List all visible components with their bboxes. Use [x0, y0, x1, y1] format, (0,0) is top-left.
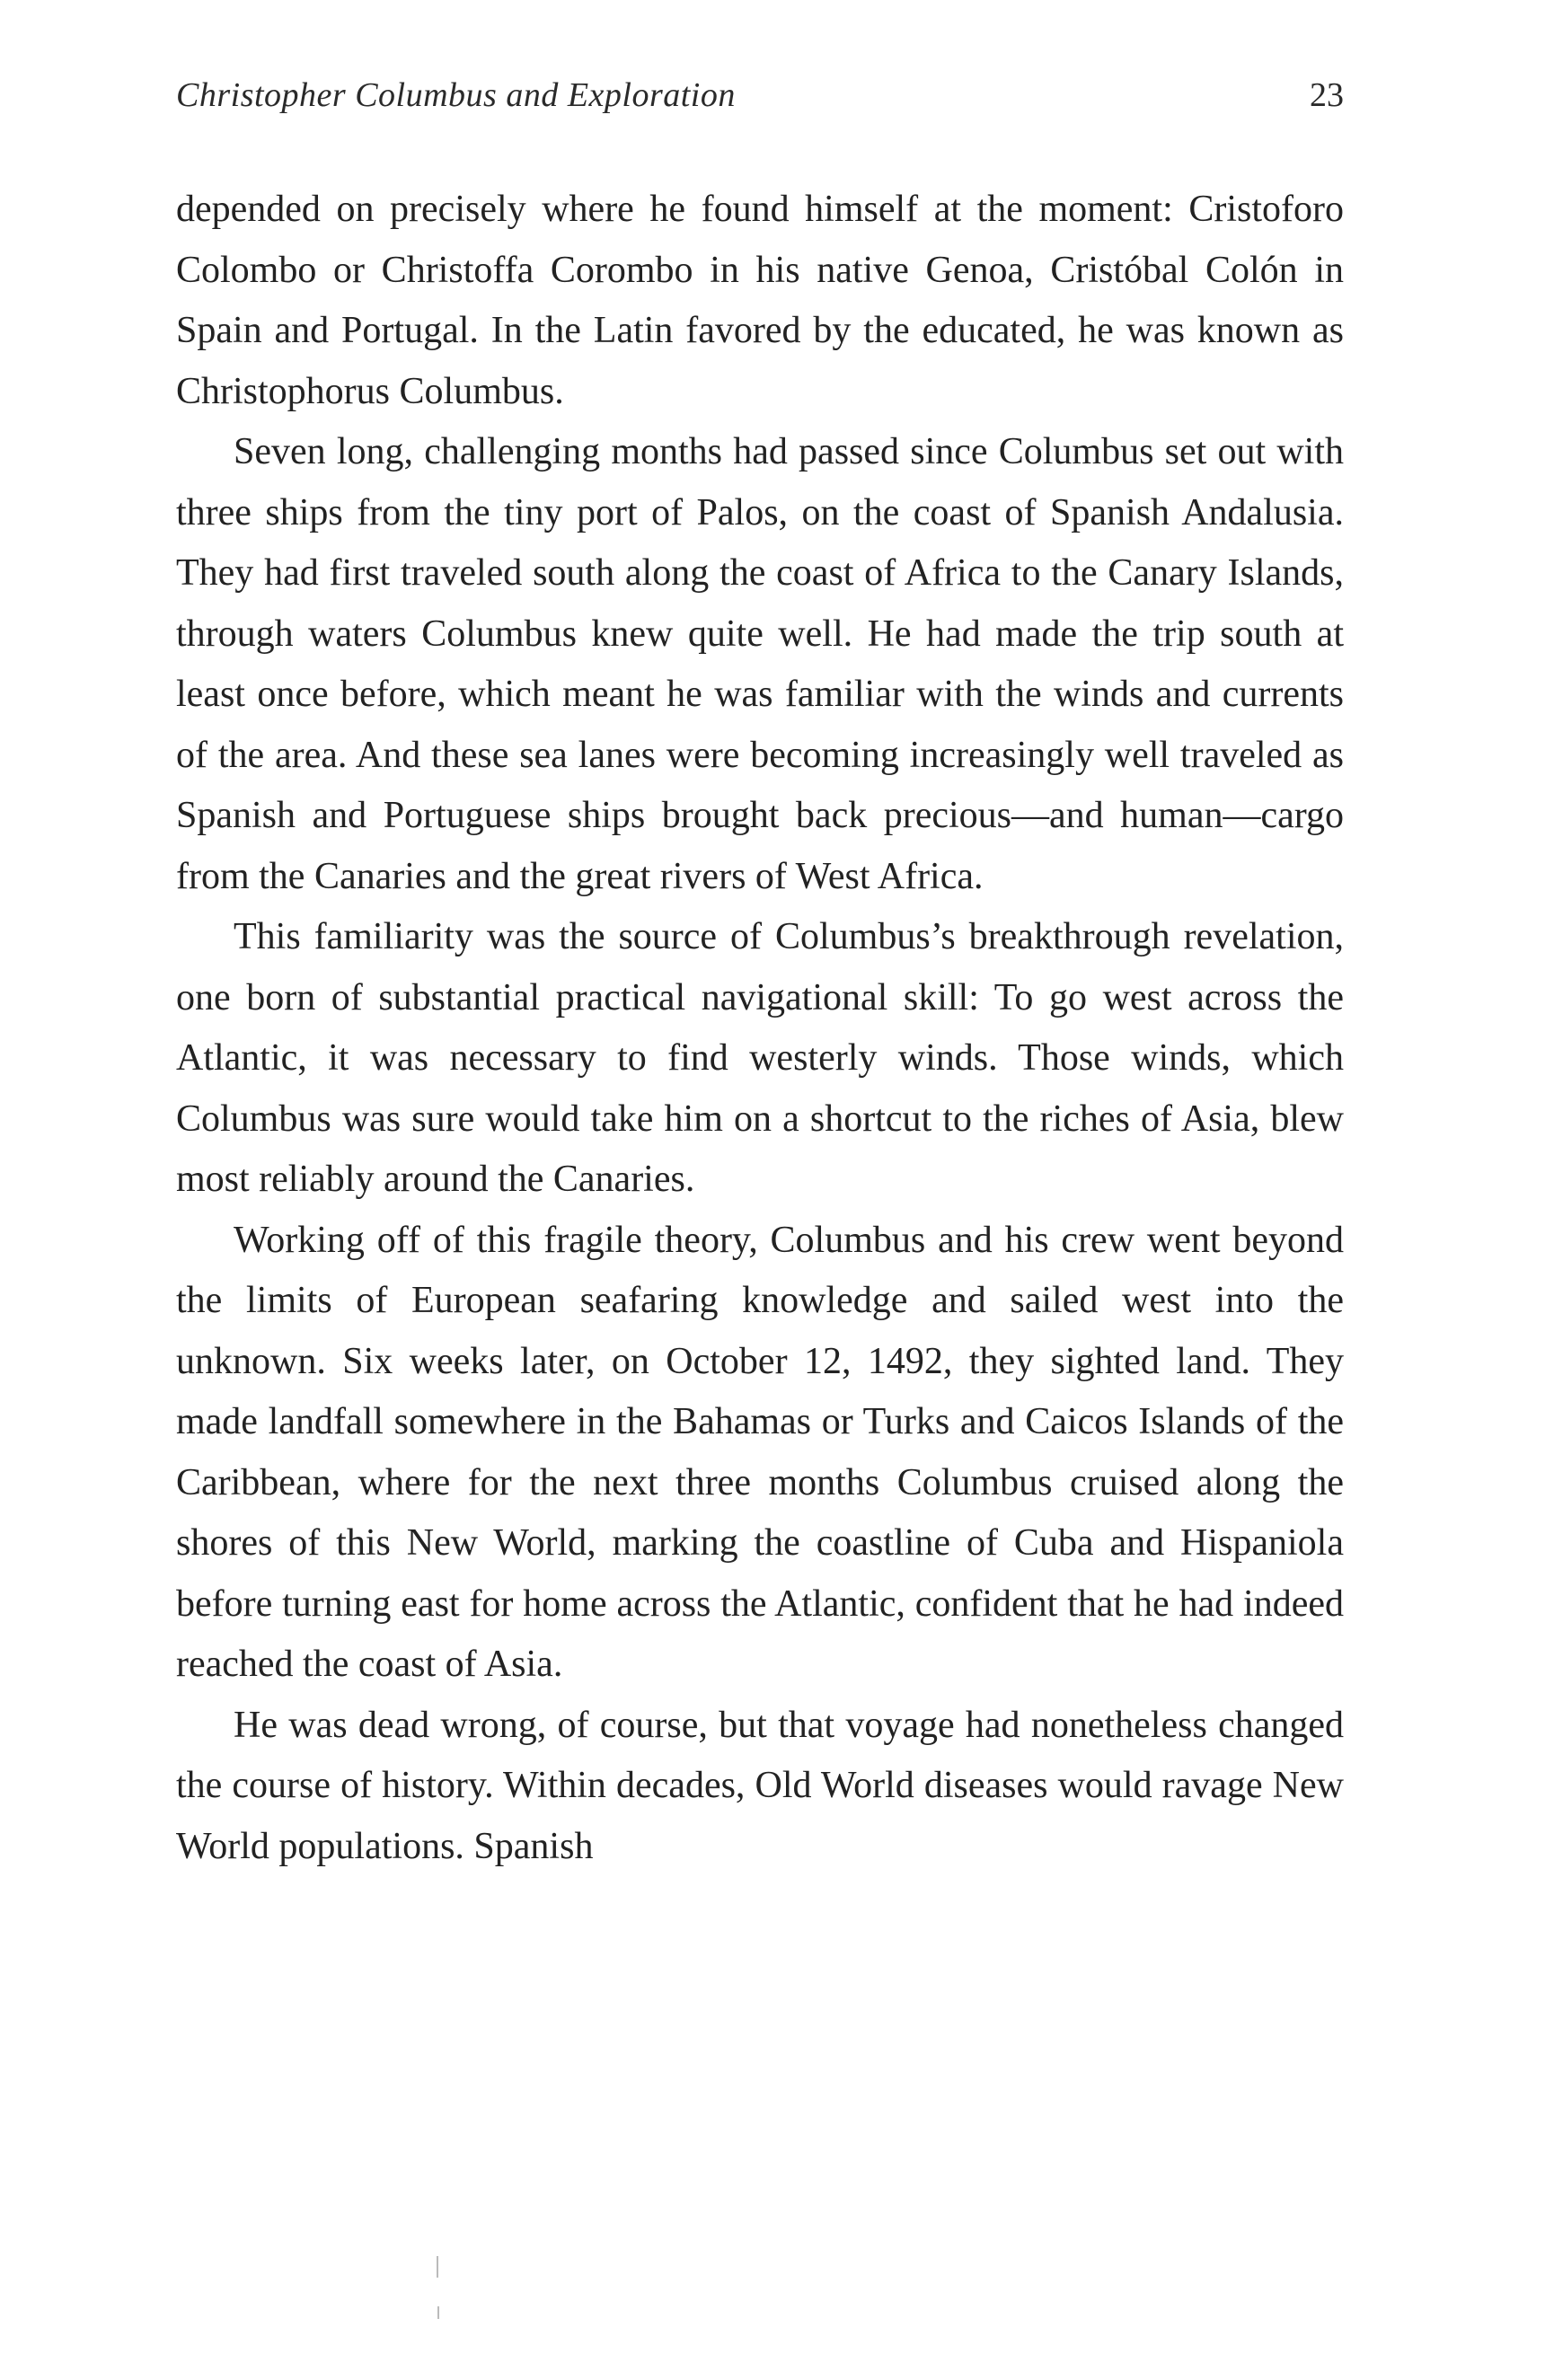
paragraph-continuation: depended on precisely where he found himself at the moment: Cristoforo Colombo or Christoffa Corombo in his native Genoa, Cristóbal Colón in Spain and Portugal. In the Latin favored by the educated, he was known as Christophorus Columbus. [176, 189, 1344, 412]
paragraph-familiarity: This familiarity was the source of Columbus’s breakthrough revelation, one born of substantial practical navigational skill: To go west across the Atlantic, it was necessary to find westerly winds. Those winds, which Columbus was sure would take him on a shortcut to the riches of Asia, blew most reliably around the Canaries. [176, 916, 1344, 1200]
scan-speck-mark [437, 2256, 438, 2278]
running-head [176, 75, 1344, 129]
paragraph-seven-months: Seven long, challenging months had passed since Columbus set out with three ships from the tiny port of Palos, on the coast of Spanish Andalusia. They had first traveled south along the coast of Africa to the Canary Islands, through waters Columbus knew quite well. He had made the trip south at least once before, which meant he was familiar with the winds and currents of the area. And these sea lanes were becoming increasingly well traveled as Spanish and Portuguese ships brought back precious—and human—cargo from the Canaries and the great rivers of West Africa. [176, 431, 1344, 897]
page-number: 23 [1310, 76, 1344, 114]
scan-speck-mark [437, 2306, 439, 2319]
running-head-title: Christopher Columbus and Exploration [176, 76, 736, 114]
paragraph-fragile-theory: Working off of this fragile theory, Columbus and his crew went beyond the limits of European seafaring knowledge and sailed west into the unknown. Six weeks later, on October 12, 1492, they sighted land. They made landfall somewhere in the Bahamas or Turks and Caicos Islands of the Caribbean, where for the next three months Columbus cruised along the shores of this New World, marking the coastline of Cuba and Hispaniola before turning east for home across the Atlantic, confident that he had indeed reached the coast of Asia. [176, 1219, 1344, 1685]
paragraph-dead-wrong: He was dead wrong, of course, but that voyage had nonetheless changed the course of history. Within decades, Old World diseases would ravage New World populations. Spanish [176, 1704, 1344, 1867]
body-text [176, 180, 1344, 1877]
